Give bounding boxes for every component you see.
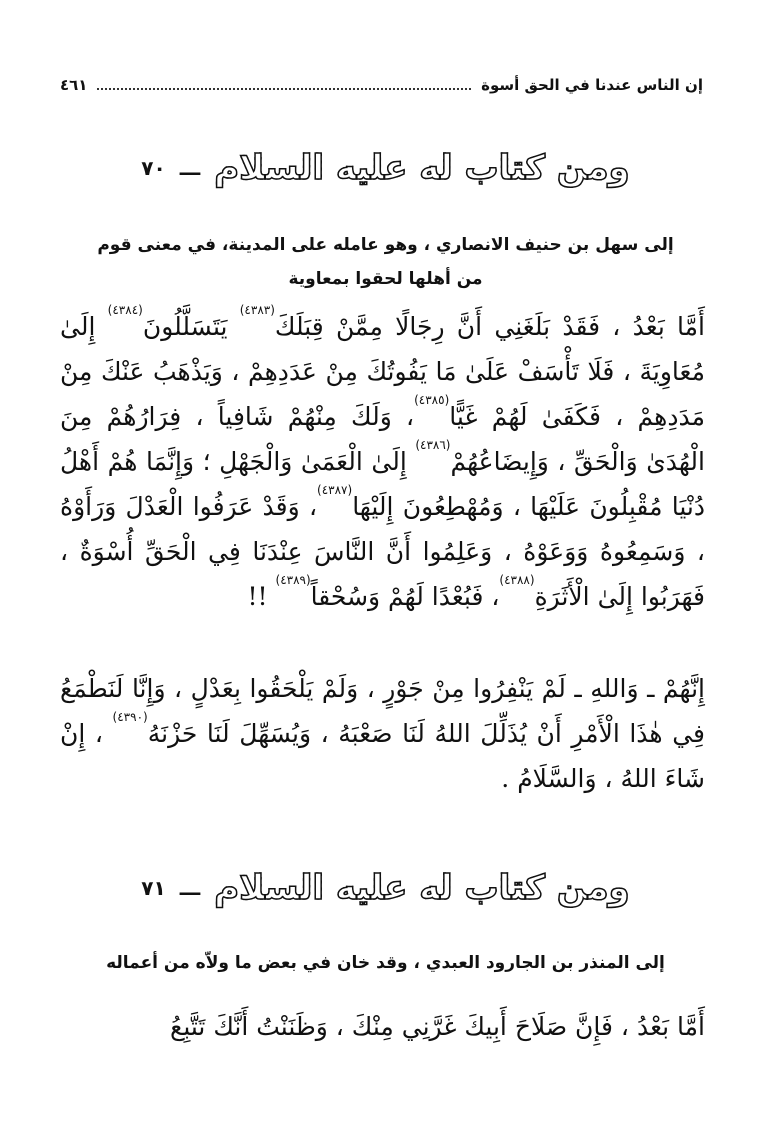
- footnote-ref-4387: (٤٣٨٧): [317, 483, 353, 497]
- letter-71-subtitle: إلى المنذر بن الجارود العبدي ، وقد خان في بعض ما ولاّه من أعماله: [106, 953, 665, 973]
- running-head-title: إن الناس عندنا في الحق أسوة: [481, 76, 703, 94]
- heading-dash: ـــ: [179, 876, 201, 900]
- body-text: أَمَّا بَعْدُ ، فَقَدْ بَلَغَنِي أَنَّ رِجَالًا مِمَّنْ قِبَلَكَ: [274, 312, 705, 341]
- footnote-ref-4383: (٤٣٨٣): [239, 303, 275, 317]
- body-text: إِلَىٰ الْعَمَىٰ وَالْجَهْلِ ؛ وَإِنَّمَا هُمْ أَهْلُ دُنْيَا مُقْبِلُونَ عَلَيْهَا ، وَمُهْطِعُونَ إِلَيْهَا: [60, 447, 705, 521]
- heading-dash: ـــ: [179, 156, 201, 180]
- footnote-ref-4388: (٤٣٨٨): [499, 573, 535, 587]
- body-text: ، وَلَكَ مِنْهُمْ شَافِياً ، فِرَارُهُمْ مِنَ الْهُدَىٰ وَالْحَقِّ ، وَإِيضَاعُهُمْ: [60, 402, 705, 476]
- body-text: أَمَّا بَعْدُ ، فَإِنَّ صَلَاحَ أَبِيكَ غَرَّنِي مِنْكَ ، وَظَنَنْتُ أَنَّكَ تَتَّبِعُ: [170, 1012, 705, 1041]
- letter-70-number: ٧٠: [141, 156, 166, 180]
- leader-dots: [97, 88, 471, 90]
- letter-70-paragraph-2: [60, 666, 705, 801]
- body-text: إِنَّهُمْ ـ وَاللهِ ـ لَمْ يَنْفِرُوا مِنْ جَوْرٍ ، وَلَمْ يَلْحَقُوا بِعَدْلٍ ، وَإِنَّا لَنَطْمَعُ فِي هٰذَا الْأَمْرِ أَنْ يُذَلِّلَ اللهُ لَنَا صَعْبَهُ ، وَيُسَهِّلَ لَنَا حَزْنَهُ: [60, 674, 705, 748]
- footnote-ref-4384: (٤٣٨٤): [107, 303, 143, 317]
- letter-71-heading: [0, 868, 771, 908]
- footnote-ref-4386: (٤٣٨٦): [415, 438, 451, 452]
- body-text: !!: [247, 582, 276, 611]
- letter-70-subtitle-line2: من أهلها لحقوا بمعاوية: [288, 269, 483, 289]
- body-text: ، إِنْ شَاءَ اللهُ ، وَالسَّلَامُ .: [60, 719, 705, 793]
- letter-70-subtitle-line1: إلى سهل بن حنيف الانصاري ، وهو عامله على المدينة، في معنى قوم: [97, 235, 674, 255]
- running-head: [60, 72, 703, 98]
- letter-70-subtitle: [80, 228, 691, 296]
- body-text: ، فَبُعْدًا لَهُمْ وَسُحْقاً: [310, 582, 500, 611]
- letter-71-title: ومن كتاب له عليه السلام: [214, 868, 630, 908]
- letter-70-paragraph-1: [60, 304, 705, 619]
- body-text: ، وَقَدْ عَرَفُوا الْعَدْلَ وَرَأَوْهُ ، وَسَمِعُوهُ وَوَعَوْهُ ، وَعَلِمُوا أَنَّ النَّاسَ عِنْدَنَا فِي الْحَقِّ أُسْوَةٌ ، فَهَرَبُوا إِلَىٰ الْأَثَرَةِ: [60, 492, 705, 611]
- letter-71-paragraph-1: [60, 1004, 705, 1049]
- body-text: يَتَسَلَّلُونَ: [142, 312, 240, 341]
- letter-70-heading: [0, 148, 771, 188]
- letter-70-title: ومن كتاب له عليه السلام: [214, 148, 630, 188]
- page-number: ٤٦١: [60, 76, 88, 94]
- footnote-ref-4385: (٤٣٨٥): [414, 393, 450, 407]
- footnote-ref-4390: (٤٣٩٠): [112, 710, 148, 724]
- letter-71-number: ٧١: [141, 876, 166, 900]
- body-text: إِلَىٰ مُعَاوِيَةَ ، فَلَا تَأْسَفْ عَلَىٰ مَا يَفُوتُكَ مِنْ عَدَدِهِمْ ، وَيَذْهَبُ عَنْكَ مِنْ مَدَدِهِمْ ، فَكَفَىٰ لَهُمْ غَيًّا: [60, 312, 705, 431]
- footnote-ref-4389: (٤٣٨٩): [275, 573, 311, 587]
